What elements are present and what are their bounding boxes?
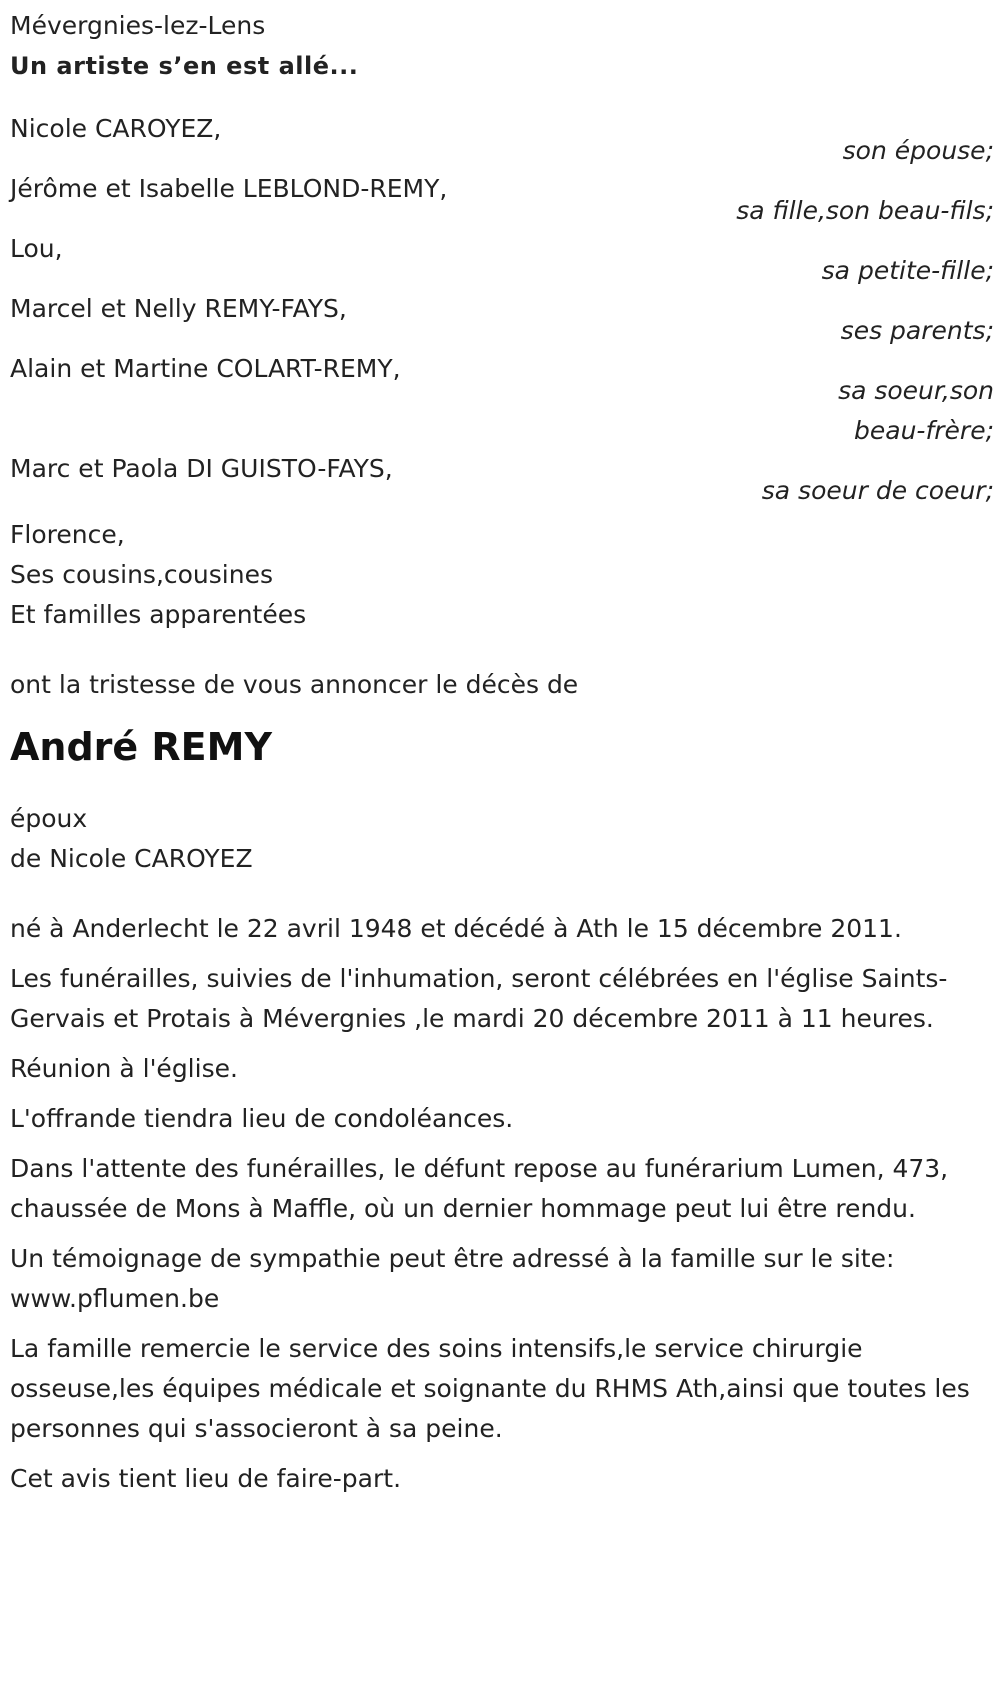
family-role: sa fille,son beau-fils; xyxy=(736,196,994,225)
family-role: sa petite-fille; xyxy=(821,256,994,285)
spouse-line: de Nicole CAROYEZ xyxy=(10,844,253,873)
family-entry xyxy=(10,169,994,231)
family-name: Jérôme et Isabelle LEBLOND-REMY, xyxy=(10,174,448,203)
family-role: ses parents; xyxy=(840,316,994,345)
detail-paragraph: Réunion à l'église. xyxy=(10,1054,238,1083)
deceased-name: André REMY xyxy=(10,725,272,769)
family-role: sa soeur,son xyxy=(838,376,994,405)
family-name: Nicole CAROYEZ, xyxy=(10,114,222,143)
location-text: Mévergnies-lez-Lens xyxy=(10,11,266,40)
detail-paragraph: Dans l'attente des funérailles, le défunt repose au funérarium Lumen, 473, chaussée de Mons à Maffle, où un dernier hommage peut lui être rendu. xyxy=(10,1154,949,1223)
headline: Un artiste s’en est allé... xyxy=(10,52,359,80)
family-entry xyxy=(10,229,994,291)
family-role-continued: beau-frère; xyxy=(854,416,994,445)
family-entry xyxy=(10,349,994,451)
other-relative: Florence, xyxy=(10,520,125,549)
announcement-text: ont la tristesse de vous annoncer le décès de xyxy=(10,670,579,699)
family-entry xyxy=(10,109,994,171)
detail-paragraph: La famille remercie le service des soins intensifs,le service chirurgie osseuse,les équipes médicale et soignante du RHMS Ath,ainsi que toutes les personnes qui s'associeront à sa peine. xyxy=(10,1334,970,1443)
spouse-line: époux xyxy=(10,804,88,833)
detail-paragraph: L'offrande tiendra lieu de condoléances. xyxy=(10,1104,514,1133)
family-entry xyxy=(10,449,994,511)
detail-paragraph: Un témoignage de sympathie peut être adressé à la famille sur le site: www.pflumen.be xyxy=(10,1244,895,1313)
detail-paragraph: Cet avis tient lieu de faire-part. xyxy=(10,1464,402,1493)
detail-paragraph: Les funérailles, suivies de l'inhumation, seront célébrées en l'église Saints-Gervais et Protais à Mévergnies ,le mardi 20 décembre 2011 à 11 heures. xyxy=(10,964,948,1033)
family-name: Lou, xyxy=(10,234,63,263)
family-role: sa soeur de coeur; xyxy=(761,476,994,505)
family-name: Marc et Paola DI GUISTO-FAYS, xyxy=(10,454,393,483)
other-relative: Ses cousins,cousines xyxy=(10,560,274,589)
detail-paragraph: né à Anderlecht le 22 avril 1948 et décédé à Ath le 15 décembre 2011. xyxy=(10,914,902,943)
family-role: son épouse; xyxy=(842,136,994,165)
family-name: Alain et Martine COLART-REMY, xyxy=(10,354,401,383)
other-relative: Et familles apparentées xyxy=(10,600,307,629)
family-entry xyxy=(10,289,994,351)
family-name: Marcel et Nelly REMY-FAYS, xyxy=(10,294,347,323)
